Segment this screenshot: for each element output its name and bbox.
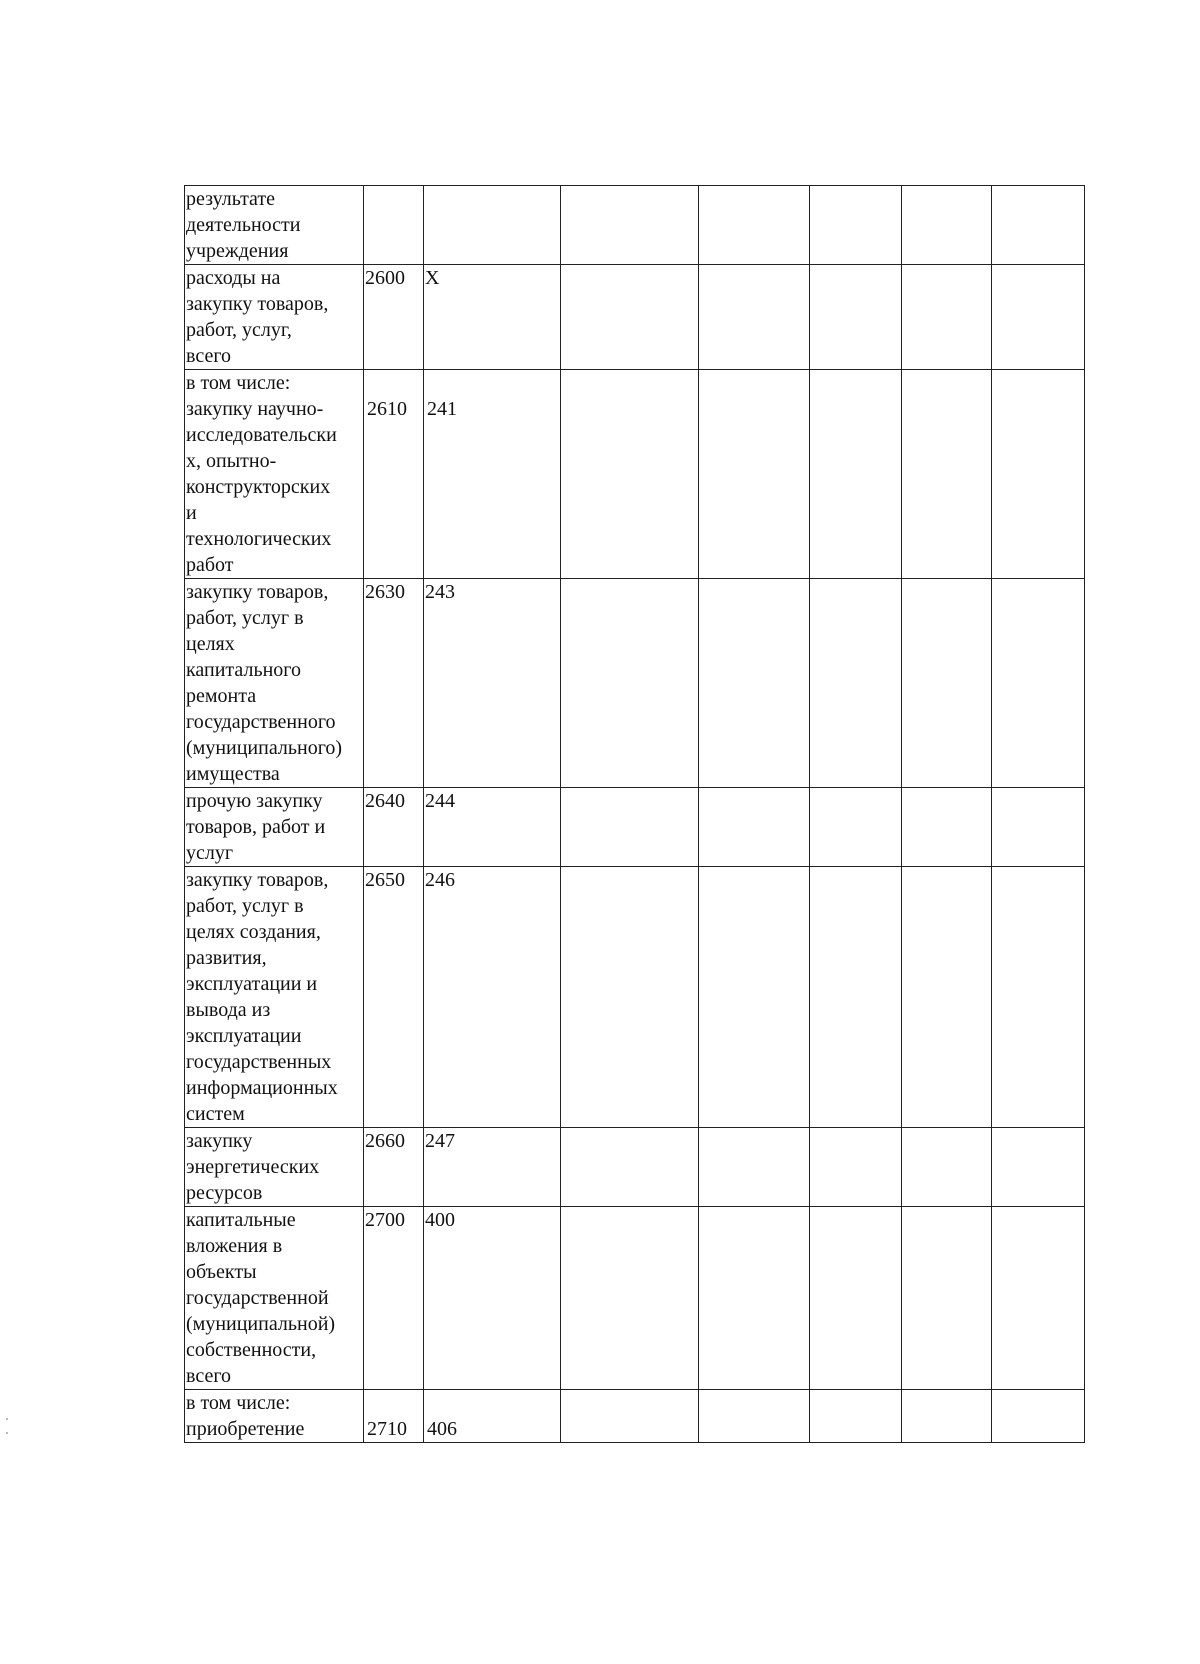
empty-cell xyxy=(902,265,992,370)
empty-cell xyxy=(992,370,1085,579)
empty-cell xyxy=(561,867,699,1128)
row-code-cell: 2630 xyxy=(364,579,424,788)
empty-cell xyxy=(561,186,699,265)
row-name-cell: расходы на закупку товаров, работ, услуг, всего xyxy=(185,265,364,370)
row-kbk-cell: 247 xyxy=(424,1128,561,1207)
empty-cell xyxy=(902,788,992,867)
empty-cell xyxy=(561,265,699,370)
scan-speck xyxy=(6,1432,8,1434)
empty-cell xyxy=(810,867,902,1128)
row-kbk-cell xyxy=(424,370,561,579)
table-row xyxy=(185,867,1085,1128)
empty-cell xyxy=(810,370,902,579)
row-name-cell: закупку энергетических ресурсов xyxy=(185,1128,364,1207)
row-code-cell: 2600 xyxy=(364,265,424,370)
spacer xyxy=(425,1390,560,1416)
row-code-cell: 2700 xyxy=(364,1207,424,1390)
row-kbk-value: 406 xyxy=(427,1418,457,1440)
empty-cell xyxy=(810,186,902,265)
empty-cell xyxy=(699,1207,810,1390)
empty-cell xyxy=(810,265,902,370)
empty-cell xyxy=(561,579,699,788)
empty-cell xyxy=(561,370,699,579)
empty-cell xyxy=(992,867,1085,1128)
empty-cell xyxy=(902,186,992,265)
spacer xyxy=(425,370,560,396)
row-code-value: 2710 xyxy=(367,1418,407,1440)
row-name-cell: капитальные вложения в объекты государственной (муниципальной) собственности, всего xyxy=(185,1207,364,1390)
row-name-cell: закупку товаров, работ, услуг в целях создания, развития, эксплуатации и вывода из эксплуатации государственных информационных систем xyxy=(185,867,364,1128)
row-code-cell xyxy=(364,186,424,265)
table-row xyxy=(185,370,1085,579)
empty-cell xyxy=(699,1390,810,1443)
empty-cell xyxy=(902,1390,992,1443)
row-code-cell: 2640 xyxy=(364,788,424,867)
row-code-cell: 2650 xyxy=(364,867,424,1128)
empty-cell xyxy=(992,186,1085,265)
empty-cell xyxy=(699,186,810,265)
row-kbk-cell: X xyxy=(424,265,561,370)
table-row xyxy=(185,265,1085,370)
empty-cell xyxy=(810,579,902,788)
row-code-cell xyxy=(364,370,424,579)
table-row xyxy=(185,1128,1085,1207)
empty-cell xyxy=(699,788,810,867)
table-row xyxy=(185,788,1085,867)
empty-cell xyxy=(992,579,1085,788)
row-name-cell: результате деятельности учреждения xyxy=(185,186,364,265)
empty-cell xyxy=(902,867,992,1128)
empty-cell xyxy=(992,265,1085,370)
empty-cell xyxy=(992,1390,1085,1443)
empty-cell xyxy=(561,1390,699,1443)
empty-cell xyxy=(902,579,992,788)
empty-cell xyxy=(810,1390,902,1443)
row-code-value: 2610 xyxy=(367,398,407,420)
table-row xyxy=(185,186,1085,265)
empty-cell xyxy=(810,788,902,867)
empty-cell xyxy=(902,1207,992,1390)
empty-cell xyxy=(699,579,810,788)
empty-cell xyxy=(699,1128,810,1207)
empty-cell xyxy=(992,1207,1085,1390)
empty-cell xyxy=(902,1128,992,1207)
table-row xyxy=(185,579,1085,788)
row-kbk-cell: 246 xyxy=(424,867,561,1128)
table-row xyxy=(185,1207,1085,1390)
row-name-cell: прочую закупку товаров, работ и услуг xyxy=(185,788,364,867)
empty-cell xyxy=(561,1207,699,1390)
spacer xyxy=(365,1390,423,1416)
empty-cell xyxy=(699,370,810,579)
empty-cell xyxy=(992,788,1085,867)
row-name-cell: закупку товаров, работ, услуг в целях капитального ремонта государственного (муниципального) имущества xyxy=(185,579,364,788)
empty-cell xyxy=(699,867,810,1128)
scan-speck xyxy=(6,1418,8,1420)
row-name-cell: в том числе: приобретение xyxy=(185,1390,364,1443)
row-kbk-cell: 244 xyxy=(424,788,561,867)
empty-cell xyxy=(699,265,810,370)
table-row xyxy=(185,1390,1085,1443)
empty-cell xyxy=(902,370,992,579)
empty-cell xyxy=(561,788,699,867)
row-name-cell: в том числе: закупку научно- исследовательски х, опытно- конструкторских и технологических работ xyxy=(185,370,364,579)
empty-cell xyxy=(810,1207,902,1390)
empty-cell xyxy=(810,1128,902,1207)
row-kbk-value: 241 xyxy=(427,398,457,420)
row-kbk-cell: 400 xyxy=(424,1207,561,1390)
row-kbk-cell xyxy=(424,1390,561,1443)
spacer xyxy=(365,370,423,396)
row-kbk-cell: 243 xyxy=(424,579,561,788)
empty-cell xyxy=(561,1128,699,1207)
row-code-cell xyxy=(364,1390,424,1443)
row-code-cell: 2660 xyxy=(364,1128,424,1207)
empty-cell xyxy=(992,1128,1085,1207)
expenses-table xyxy=(184,185,1085,1443)
row-kbk-cell xyxy=(424,186,561,265)
